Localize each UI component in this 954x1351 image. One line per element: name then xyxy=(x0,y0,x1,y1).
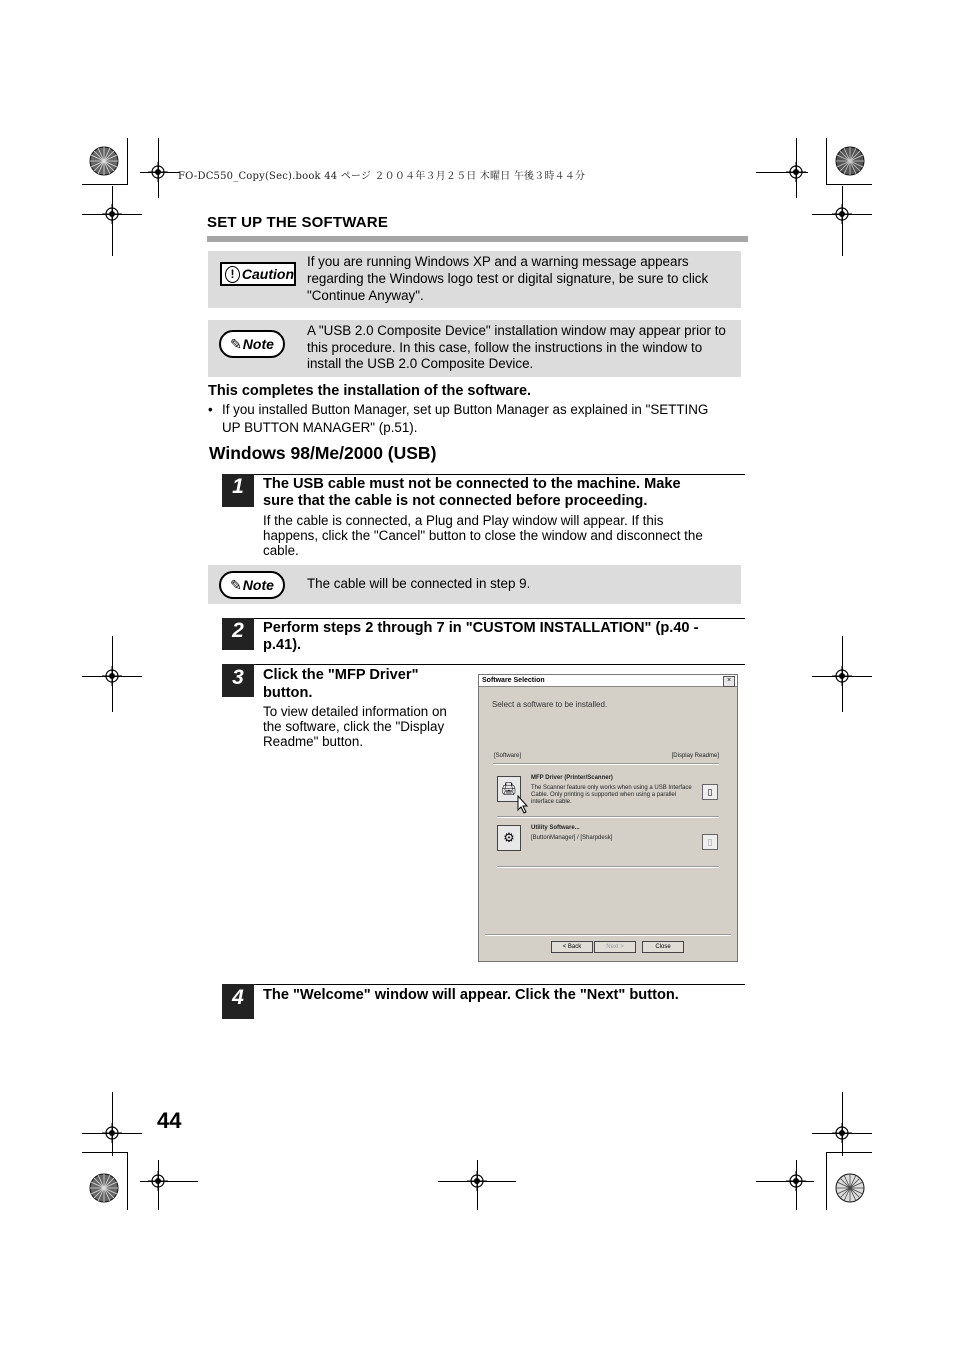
pencil-icon: ✎ xyxy=(230,335,242,352)
step-rule xyxy=(254,618,745,619)
step-body-line: To view detailed information on xyxy=(263,704,447,719)
step-body-line: the software, click the "Display xyxy=(263,719,445,734)
description-line: interface cable. xyxy=(531,799,572,805)
utility-software-button[interactable] xyxy=(497,825,521,851)
pencil-icon: ✎ xyxy=(230,576,242,593)
note-text: The cable will be connected in step 9. xyxy=(307,576,531,591)
step-heading xyxy=(263,987,679,1004)
title-rule xyxy=(207,236,748,242)
caution-line: If you are running Windows XP and a warning message appears xyxy=(307,254,689,269)
utility-software-title: Utility Software... xyxy=(531,825,580,831)
divider xyxy=(485,934,731,936)
next-button[interactable]: Next > xyxy=(594,941,636,953)
registration-mark-icon xyxy=(467,1171,487,1191)
note-badge xyxy=(219,571,285,599)
registration-mark-icon xyxy=(102,1123,122,1143)
registration-mark-icon xyxy=(832,666,852,686)
registration-mark-icon xyxy=(832,204,852,224)
registration-mark-icon xyxy=(102,204,122,224)
step-body-line: cable. xyxy=(263,543,299,558)
section-title: SET UP THE SOFTWARE xyxy=(207,214,389,231)
mfp-driver-title: MFP Driver (Printer/Scanner) xyxy=(531,775,613,781)
document-icon: ▯ xyxy=(707,837,713,847)
step-number: 2 xyxy=(222,618,254,650)
caution-badge xyxy=(220,262,296,286)
close-icon[interactable]: × xyxy=(723,676,735,687)
step-body-line: happens, click the "Cancel" button to close the window and disconnect the xyxy=(263,528,703,543)
color-target-icon xyxy=(89,146,119,176)
caution-line: "Continue Anyway". xyxy=(307,288,424,303)
step-heading-line: sure that the cable is not connected before proceeding. xyxy=(263,493,648,509)
registration-mark-icon xyxy=(786,162,806,182)
bullet-line: UP BUTTON MANAGER" (p.51). xyxy=(222,420,418,435)
note-label: Note xyxy=(242,336,274,352)
step-heading-line: The "Welcome" window will appear. Click the "Next" button. xyxy=(263,987,679,1003)
mfp-driver-description xyxy=(531,785,692,806)
print-header: FO-DC550_Copy(Sec).book 44 ページ ２００４年３月２５日 木曜日 午後３時４４分 xyxy=(178,171,586,182)
step-rule xyxy=(254,984,745,985)
step-body-line: If the cable is connected, a Plug and Play window will appear. If this xyxy=(263,513,664,528)
step-heading xyxy=(263,620,698,654)
subheading: Windows 98/Me/2000 (USB) xyxy=(209,443,437,463)
registration-mark-icon xyxy=(148,162,168,182)
completion-heading: This completes the installation of the software. xyxy=(208,383,532,399)
step-body-line: Readme" button. xyxy=(263,734,364,749)
registration-mark-icon xyxy=(832,1123,852,1143)
note-line: install the USB 2.0 Composite Device. xyxy=(307,356,534,371)
caution-text xyxy=(307,253,708,304)
color-target-icon xyxy=(835,146,865,176)
step-body xyxy=(263,704,447,749)
caution-line: regarding the Windows logo test or digital signature, be sure to click xyxy=(307,271,709,286)
divider xyxy=(497,866,719,868)
software-selection-dialog xyxy=(478,674,738,962)
step-rule xyxy=(254,664,745,665)
registration-mark-icon xyxy=(148,1171,168,1191)
close-button[interactable]: Close xyxy=(642,941,684,953)
step-heading-line: button. xyxy=(263,685,313,701)
note-badge xyxy=(219,330,285,358)
step-heading-line: Perform steps 2 through 7 in "CUSTOM INSTALLATION" (p.40 - xyxy=(263,620,699,636)
mfp-readme-button[interactable] xyxy=(702,784,718,800)
bullet-icon: • xyxy=(208,402,213,417)
utility-readme-button[interactable] xyxy=(702,834,718,850)
divider xyxy=(493,763,719,765)
registration-mark-icon xyxy=(786,1171,806,1191)
divider xyxy=(497,816,719,818)
step-heading-line: The USB cable must not be connected to the machine. Make xyxy=(263,476,681,492)
registration-mark-icon xyxy=(102,666,122,686)
step-number: 4 xyxy=(222,984,254,1019)
mouse-cursor-icon xyxy=(517,795,529,815)
note-label: Note xyxy=(242,577,274,593)
step-heading xyxy=(263,666,419,702)
step-heading-line: p.41). xyxy=(263,637,302,653)
color-target-icon xyxy=(835,1173,865,1203)
step-heading xyxy=(263,476,681,510)
bullet-line: If you installed Button Manager, set up Button Manager as explained in "SETTING xyxy=(222,402,709,417)
note-line: A "USB 2.0 Composite Device" installation window may appear prior to xyxy=(307,323,726,338)
color-target-icon xyxy=(89,1173,119,1203)
column-display-readme: [Display Readme] xyxy=(671,753,719,759)
bullet-item xyxy=(208,401,753,437)
exclamation-icon: ! xyxy=(225,266,240,283)
step-heading-line: Click the "MFP Driver" xyxy=(263,667,419,683)
description-line: Cable. Only printing is supported when using a parallel xyxy=(531,792,677,798)
back-button[interactable]: < Back xyxy=(551,941,593,953)
column-software: [Software] xyxy=(494,753,522,759)
dialog-prompt: Select a software to be installed. xyxy=(492,700,608,709)
description-line: The Scanner feature only works when using a USB Interface xyxy=(531,785,692,791)
printer-icon: 🖨 xyxy=(500,781,518,796)
utility-icon: ⚙ xyxy=(503,830,515,845)
step-body xyxy=(263,513,703,558)
caution-label: Caution xyxy=(241,266,294,282)
step-rule xyxy=(254,474,745,475)
note-text xyxy=(307,323,726,373)
note-line: this procedure. In this case, follow the instructions in the window to xyxy=(307,339,703,355)
document-icon: ▯ xyxy=(707,787,713,797)
utility-software-description: [ButtonManager] / [Sharpdesk] xyxy=(531,835,613,841)
step-number: 1 xyxy=(222,474,254,507)
page-number: 44 xyxy=(157,1108,182,1133)
dialog-title: Software Selection xyxy=(479,675,737,687)
step-number: 3 xyxy=(222,664,254,697)
